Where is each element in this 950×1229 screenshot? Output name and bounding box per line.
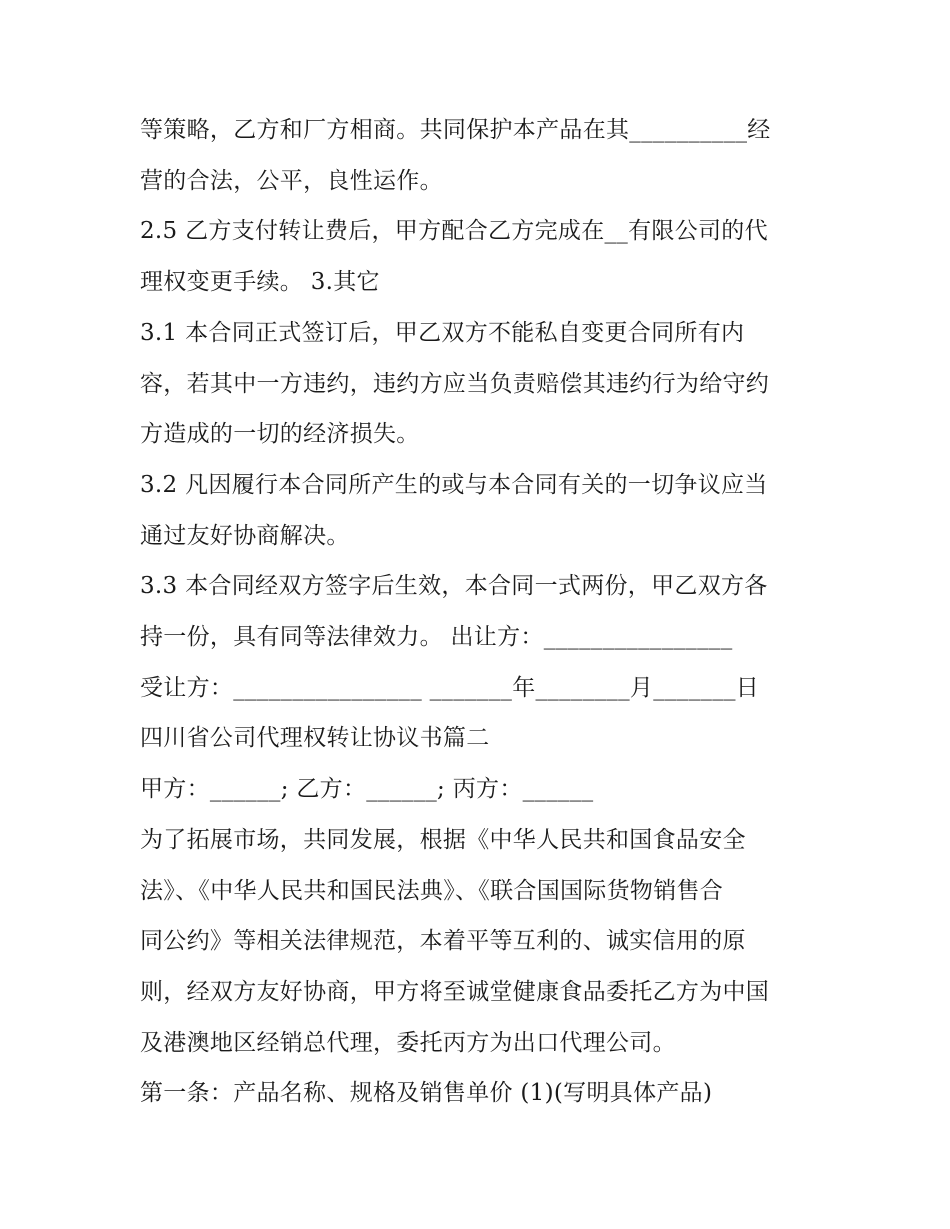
text-line: 理权变更手续。 3.其它 <box>140 269 380 295</box>
text-line: 受让方：________________ _______年________月_______日 <box>140 675 760 701</box>
text-line: 甲方：______; 乙方：______; 丙方：______ <box>140 776 594 802</box>
text-line: 通过友好协商解决。 <box>140 523 350 549</box>
text-line: 营的合法，公平，良性运作。 <box>140 168 443 194</box>
text-line: 容，若其中一方违约，违约方应当负责赔偿其违约行为给守约 <box>140 371 770 397</box>
text-line: 等策略，乙方和厂方相商。共同保护本产品在其__________经 <box>140 117 771 143</box>
section-heading: 四川省公司代理权转让协议书篇二 <box>140 725 490 751</box>
text-line: 及港澳地区经销总代理，委托丙方为出口代理公司。 <box>140 1030 676 1056</box>
text-line: 3.1 本合同正式签订后，甲乙双方不能私自变更合同所有内 <box>140 320 745 346</box>
text-line: 持一份，具有同等法律效力。 出让方：________________ <box>140 624 733 650</box>
text-line: 第一条：产品名称、规格及销售单价 (1)(写明具体产品) <box>140 1080 713 1106</box>
text-line: 则，经双方友好协商，甲方将至诚堂健康食品委托乙方为中国 <box>140 979 770 1005</box>
text-line: 法》、《中华人民共和国民法典》、《联合国国际货物销售合 <box>140 878 724 904</box>
text-line: 为了拓展市场，共同发展，根据《中华人民共和国食品安全 <box>140 827 746 853</box>
text-line: 同公约》等相关法律规范，本着平等互利的、诚实信用的原 <box>140 928 746 954</box>
text-line: 方造成的一切的经济损失。 <box>140 421 420 447</box>
text-line: 3.2 凡因履行本合同所产生的或与本合同有关的一切争议应当 <box>140 472 768 498</box>
text-line: 3.3 本合同经双方签字后生效，本合同一式两份，甲乙双方各 <box>140 573 768 599</box>
text-line: 2.5 乙方支付转让费后，甲方配合乙方完成在__有限公司的代 <box>140 218 768 244</box>
